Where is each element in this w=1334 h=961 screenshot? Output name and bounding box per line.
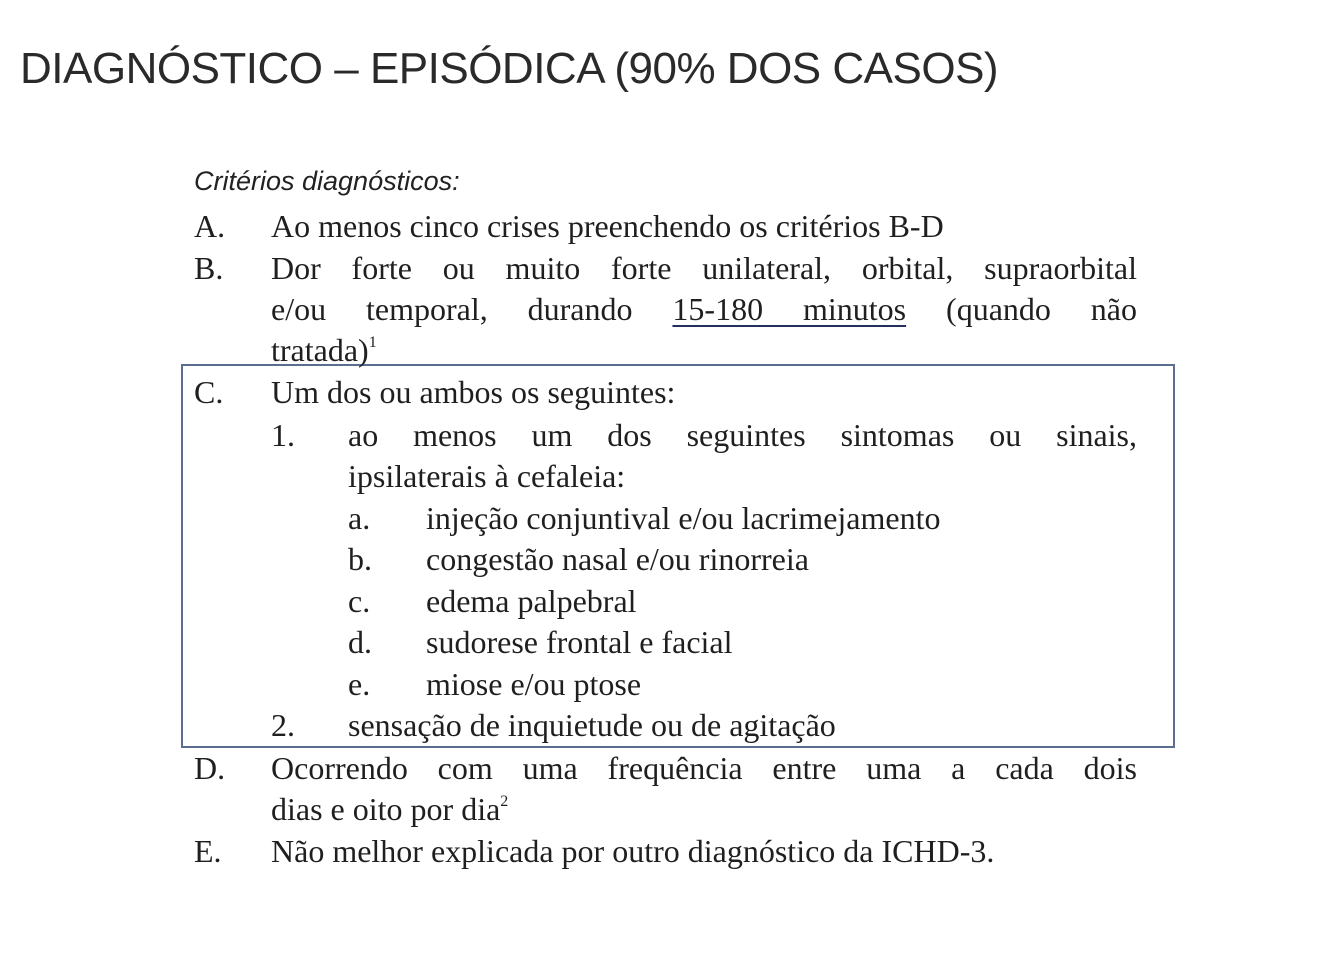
criterion-e-text: Não melhor explicada por outro diagnóstico da ICHD-3.	[271, 833, 995, 869]
subitem-a-letter: a.	[348, 500, 371, 536]
subitem-b-letter: b.	[348, 541, 372, 577]
criterion-c-item-2-num: 2.	[271, 707, 295, 743]
footnote-2: 2	[500, 793, 509, 810]
criteria-heading: Critérios diagnósticos:	[194, 166, 460, 196]
criterion-c-item-1-num: 1.	[271, 417, 295, 453]
criterion-c-text: Um dos ou ambos os seguintes:	[271, 374, 676, 410]
subitem-d-letter: d.	[348, 624, 372, 660]
criterion-d-line-1: Ocorrendo com uma frequência entre uma a cada dois	[271, 750, 1137, 786]
subitem-e-text: miose e/ou ptose	[426, 666, 642, 702]
subitem-c-text: edema palpebral	[426, 583, 637, 619]
criterion-b-line-2-post: (quando não	[906, 291, 1138, 327]
criterion-c-item-1-line-1: ao menos um dos seguintes sintomas ou sinais,	[348, 417, 1137, 453]
criterion-e-letter: E.	[194, 833, 222, 869]
criterion-c-item-1-line-2: ipsilaterais à cefaleia:	[348, 458, 626, 494]
criterion-d-letter: D.	[194, 750, 226, 786]
criterion-d-line-2	[271, 789, 508, 829]
duration-underlined: 15-180 minutos	[672, 291, 907, 327]
criterion-b-line-1: Dor forte ou muito forte unilateral, orbital, supraorbital	[271, 250, 1137, 286]
slide-title: DIAGNÓSTICO – EPISÓDICA (90% DOS CASOS)	[20, 44, 999, 93]
criterion-b-line-2-pre: e/ou temporal, durando	[271, 291, 673, 327]
subitem-b-text: congestão nasal e/ou rinorreia	[426, 541, 809, 577]
criterion-b-line-3-text: tratada)	[271, 332, 369, 368]
criterion-d-line-2-text: dias e oito por dia	[271, 791, 501, 827]
subitem-d-text: sudorese frontal e facial	[426, 624, 733, 660]
subitem-a-text: injeção conjuntival e/ou lacrimejamento	[426, 500, 941, 536]
subitem-e-letter: e.	[348, 666, 371, 702]
criterion-b-letter: B.	[194, 250, 224, 286]
criterion-a-text: Ao menos cinco crises preenchendo os critérios B-D	[271, 208, 944, 244]
criterion-c-item-2-text: sensação de inquietude ou de agitação	[348, 707, 836, 743]
subitem-c-letter: c.	[348, 583, 371, 619]
criterion-c-letter: C.	[194, 374, 224, 410]
criterion-b-line-3	[271, 330, 377, 370]
criterion-a-letter: A.	[194, 208, 226, 244]
footnote-1: 1	[368, 334, 377, 351]
criterion-b-line-2	[271, 289, 1137, 329]
